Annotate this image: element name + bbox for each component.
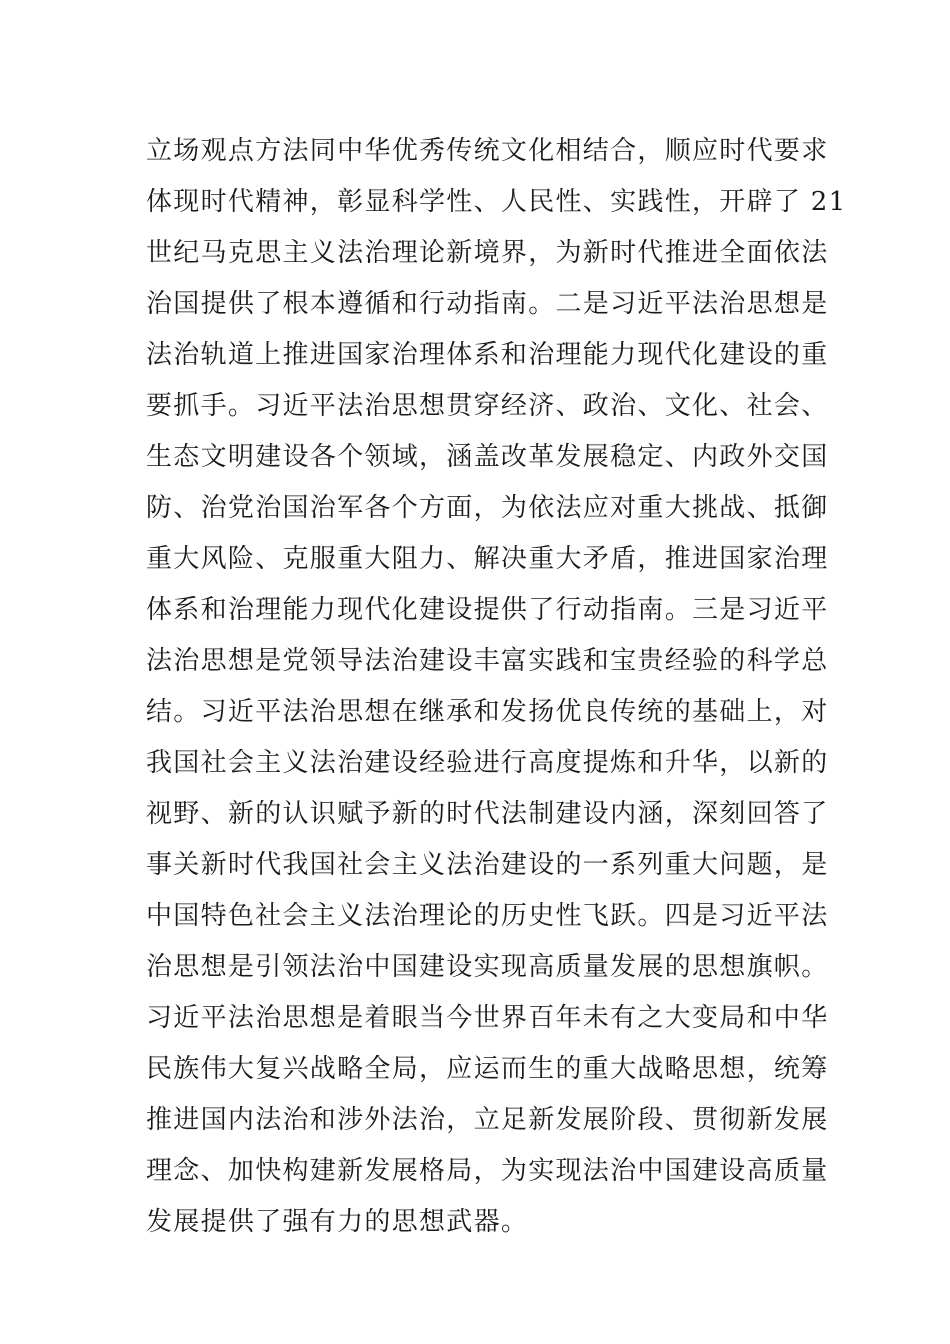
text-line: 发展提供了强有力的思想武器。 bbox=[146, 1207, 529, 1237]
text-line: 治国提供了根本遵循和行动指南。二是习近平法治思想是 bbox=[146, 289, 829, 319]
text-line: 体现时代精神，彰显科学性、人民性、实践性，开辟了 21 bbox=[146, 187, 847, 217]
text-line: 视野、新的认识赋予新的时代法制建设内涵，深刻回答了 bbox=[146, 799, 829, 829]
text-line: 理念、加快构建新发展格局，为实现法治中国建设高质量 bbox=[146, 1156, 829, 1186]
body-text bbox=[146, 126, 847, 1248]
text-line: 结。习近平法治思想在继承和发扬优良传统的基础上，对 bbox=[146, 697, 829, 727]
text-line: 我国社会主义法治建设经验进行高度提炼和升华，以新的 bbox=[146, 748, 829, 778]
text-line: 事关新时代我国社会主义法治建设的一系列重大问题，是 bbox=[146, 850, 829, 880]
text-line: 防、治党治国治军各个方面，为依法应对重大挑战、抵御 bbox=[146, 493, 829, 523]
text-line: 习近平法治思想是着眼当今世界百年未有之大变局和中华 bbox=[146, 1003, 829, 1033]
text-line: 民族伟大复兴战略全局，应运而生的重大战略思想，统筹 bbox=[146, 1054, 829, 1084]
text-line: 推进国内法治和涉外法治，立足新发展阶段、贯彻新发展 bbox=[146, 1105, 829, 1135]
text-line: 法治轨道上推进国家治理体系和治理能力现代化建设的重 bbox=[146, 340, 829, 370]
text-line: 重大风险、克服重大阻力、解决重大矛盾，推进国家治理 bbox=[146, 544, 829, 574]
text-line: 世纪马克思主义法治理论新境界，为新时代推进全面依法 bbox=[146, 238, 829, 268]
text-line: 治思想是引领法治中国建设实现高质量发展的思想旗帜。 bbox=[146, 952, 829, 982]
text-line: 立场观点方法同中华优秀传统文化相结合，顺应时代要求 bbox=[146, 136, 829, 166]
text-line: 中国特色社会主义法治理论的历史性飞跃。四是习近平法 bbox=[146, 901, 829, 931]
text-line: 要抓手。习近平法治思想贯穿经济、政治、文化、社会、 bbox=[146, 391, 829, 421]
text-line: 法治思想是党领导法治建设丰富实践和宝贵经验的科学总 bbox=[146, 646, 829, 676]
text-line: 生态文明建设各个领域，涵盖改革发展稳定、内政外交国 bbox=[146, 442, 829, 472]
text-line: 体系和治理能力现代化建设提供了行动指南。三是习近平 bbox=[146, 595, 829, 625]
